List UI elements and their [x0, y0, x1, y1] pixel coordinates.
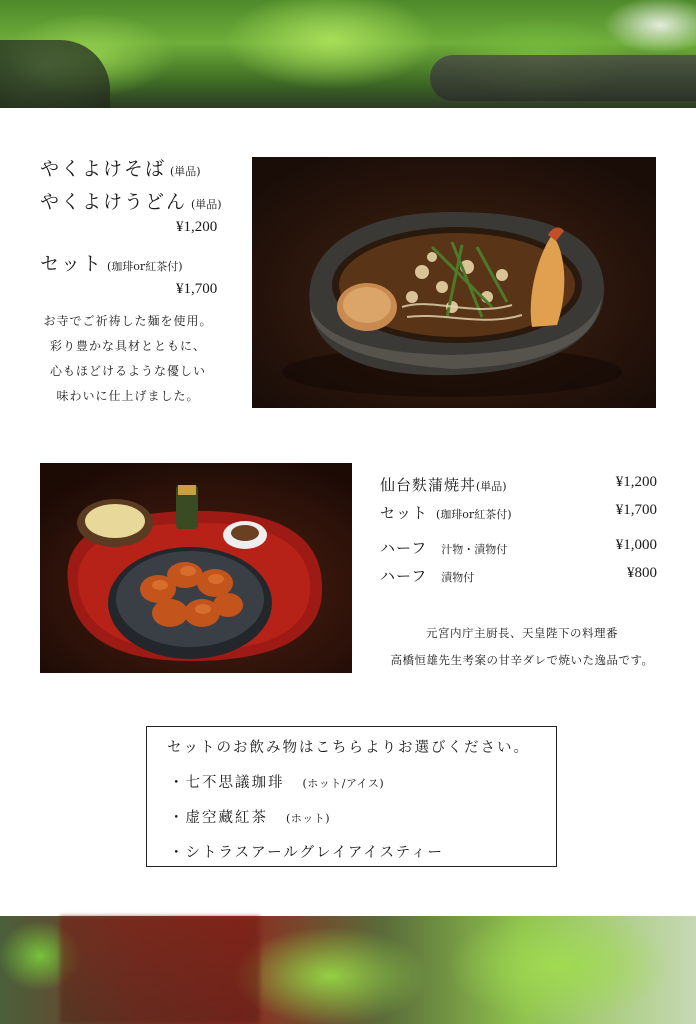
- set-item: [40, 249, 182, 276]
- drinks-box: [146, 726, 557, 867]
- description-line: 味わいに仕上げました。: [56, 389, 200, 403]
- drink-name: ・七不思議珈琲: [169, 775, 285, 791]
- soba-item: [40, 154, 201, 181]
- soba-photo: [252, 157, 656, 408]
- caption-line: 高橋恒雄先生考案の甘辛ダレで焼いた逸品です。: [390, 653, 654, 667]
- kabayaki-caption: [372, 620, 672, 674]
- description-line: お寺でご祈祷した麺を使用。: [43, 314, 213, 328]
- set-name: セット: [40, 253, 104, 275]
- menu-item-price: ¥1,000: [615, 537, 657, 553]
- drink-item: [169, 841, 444, 862]
- caption-line: 元宮内庁主厨長、天皇陛下の料理番: [426, 626, 618, 640]
- menu-item-note: 汁物・漬物付: [441, 543, 508, 556]
- udon-item: [40, 187, 222, 214]
- menu-item-name: セット: [380, 504, 429, 522]
- udon-note: (単品): [191, 198, 222, 211]
- soba-note: (単品): [170, 165, 201, 178]
- drink-item: [169, 771, 384, 792]
- drink-note: (ホット/アイス): [302, 777, 385, 790]
- menu-item-half-pickles: [380, 565, 474, 586]
- set-note: (珈琲or紅茶付): [107, 260, 183, 273]
- menu-item-half-soup: [380, 537, 507, 558]
- foliage-building: [60, 916, 260, 1024]
- footer-foliage-image: [0, 916, 696, 1024]
- menu-item-price: ¥1,700: [615, 502, 657, 518]
- header-foliage-image: [0, 0, 696, 108]
- description-line: 彩り豊かな具材とともに、: [49, 339, 206, 353]
- menu-item-kabayaki-don: [380, 474, 507, 495]
- udon-name: やくよけうどん: [40, 191, 188, 213]
- menu-item-name: ハーフ: [380, 567, 428, 585]
- menu-item-note: 漬物付: [441, 571, 475, 584]
- soba-description: [28, 309, 228, 409]
- menu-item-set: [380, 502, 511, 523]
- menu-item-note: (単品): [476, 480, 507, 493]
- drink-name: ・虚空藏紅茶: [169, 810, 268, 826]
- drink-note: (ホット): [286, 812, 331, 825]
- menu-item-name: 仙台麩蒲焼丼: [380, 476, 477, 494]
- single-price: ¥1,200: [176, 219, 218, 235]
- drinks-title: セットのお飲み物はこちらよりお選びください。: [167, 740, 530, 756]
- drink-name: ・シトラスアールグレイアイスティー: [169, 845, 444, 861]
- menu-item-price: ¥1,200: [615, 474, 657, 490]
- soba-name: やくよけそば: [40, 158, 167, 180]
- kabayaki-don-photo: [40, 463, 352, 673]
- foliage-rock: [0, 40, 110, 108]
- menu-item-name: ハーフ: [380, 539, 428, 557]
- description-line: 心もほどけるような優しい: [49, 364, 206, 378]
- menu-item-price: ¥800: [627, 565, 657, 581]
- drink-item: [169, 806, 330, 827]
- menu-item-note: (珈琲or紅茶付): [436, 508, 512, 521]
- foliage-branch: [430, 55, 696, 101]
- set-price: ¥1,700: [176, 281, 218, 297]
